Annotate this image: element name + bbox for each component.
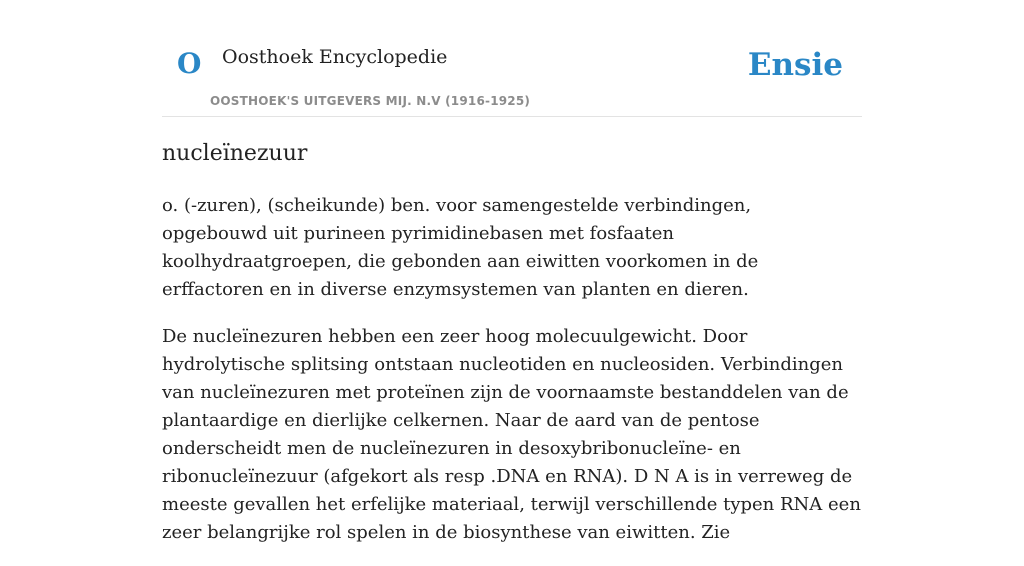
entry-paragraph-details: De nucleïnezuren hebben een zeer hoog molecuulgewicht. Door hydrolytische splitsing ontstaan nucleotiden en nucleosiden. Verbindingen van nucleïnezuren met proteïnen zijn de voornaamste bestanddelen van de plantaardige en dierlijke celkernen. Naar de aard van de pentose onderscheidt men de nucleïnezuren in desoxybribonucleïne- en ribonucleïnezuur (afgekort als resp .DNA en RNA). D N A is in verreweg de meeste gevallen het erfelijke materiaal, terwijl verschillende typen RNA een zeer belangrijke rol spelen in de biosynthese van eiwitten. Zie — [162, 326, 861, 543]
encyclopedia-logo[interactable]: O — [177, 47, 202, 80]
ensie-brand-link[interactable]: Ensie — [747, 47, 843, 83]
publisher-subtitle: OOSTHOEK'S UITGEVERS MIJ. N.V (1916-1925) — [210, 94, 531, 108]
entry-title: nucleïnezuur — [162, 141, 308, 166]
entry-body — [162, 192, 862, 566]
encyclopedia-title[interactable]: Oosthoek Encyclopedie — [222, 46, 448, 68]
entry-paragraph-definition: o. (-zuren), (scheikunde) ben. voor samengestelde verbindingen, opgebouwd uit purineen pyrimidinebasen met fosfaaten koolhydraatgroepen, die gebonden aan eiwitten voorkomen in de erffactoren en in diverse enzymsystemen van planten en dieren. — [162, 195, 759, 300]
site-header — [162, 0, 862, 117]
